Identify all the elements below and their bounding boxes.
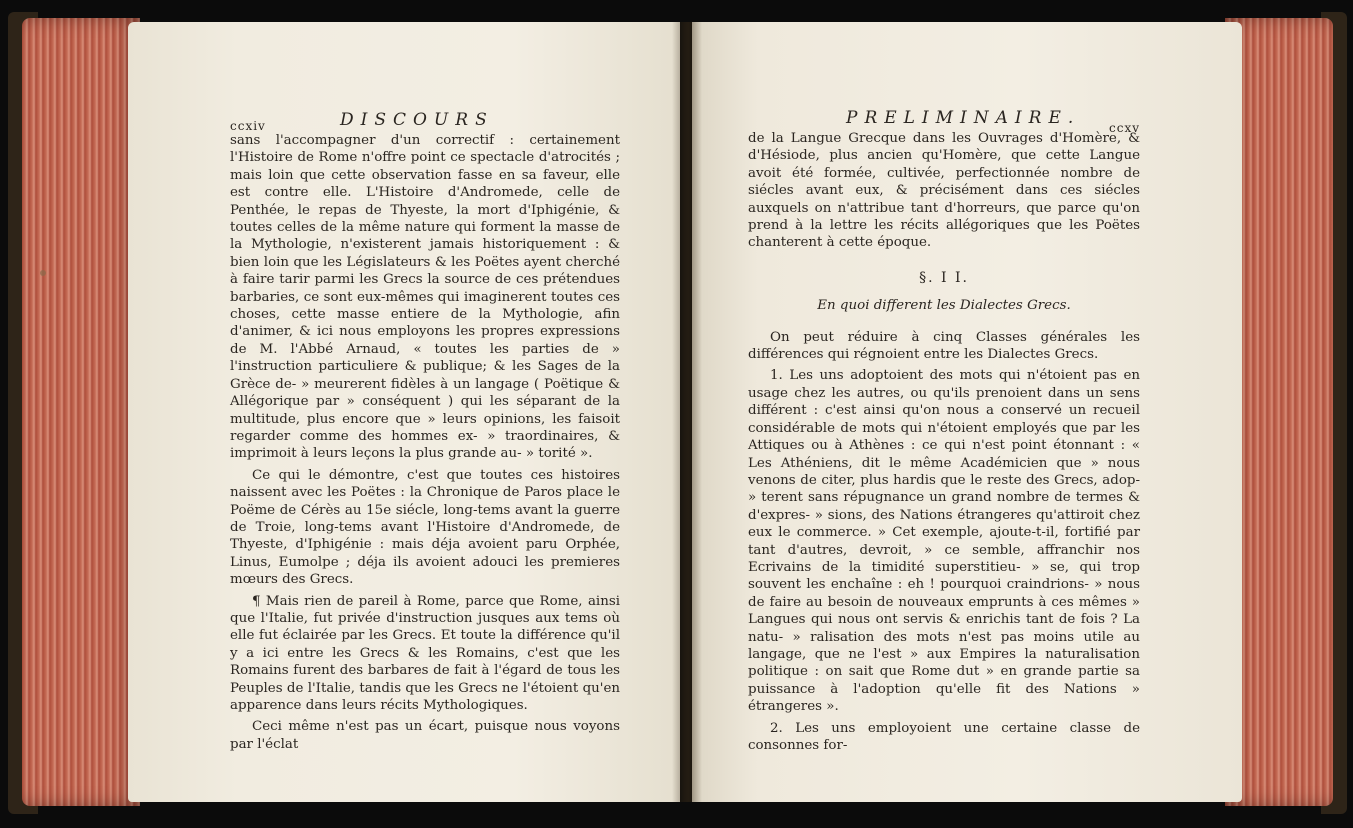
paragraph: 2. Les uns employoient une certaine classe de consonnes for- — [748, 720, 1140, 753]
left-page-header — [230, 110, 620, 136]
paragraph: On peut réduire à cinq Classes générales les différences qui régnoient entre les Dialectes Grecs. — [748, 329, 1140, 363]
paragraph: ¶ Mais rien de pareil à Rome, parce que Rome, ainsi que l'Italie, fut privée d'instruction jusques aux tems où elle fut éclairée par les Grecs. Et toute la différence qu'il y a ici entre les Grecs & les Romains, c'est que les Romains furent des barbares de fait à l'égard de tous les Peuples de l'Italie, tandis que les Grecs ne l'étoient qu'en apparence dans leurs récits Mythologiques. — [230, 593, 620, 713]
right-page — [692, 22, 1242, 802]
section-title: §. I I. — [919, 269, 969, 286]
right-page-header — [748, 108, 1140, 135]
running-head: PRELIMINAIRE. — [846, 108, 1081, 128]
page-number: ccxv — [1109, 121, 1140, 135]
paragraph: de la Langue Grecque dans les Ouvrages d'Homère, & d'Hésiode, plus ancien qu'Homère, que cette Langue avoit été formée, cultivée, perfectionnée nombre de siécles avant eux, & précisément dans ces siécles auxquels on n'attribue tant d'horreurs, que parce qu'on prend à la lettre les récits allégoriques que les Poëtes chanterent à cette époque. — [748, 131, 1140, 251]
paper-stain — [40, 270, 46, 276]
paragraph: 1. Les uns adoptoient des mots qui n'étoient pas en usage chez les autres, ou qu'ils prenoient dans un sens différent : c'est ainsi qu'on nous a conservé un recueil considérable de mots qui n'étoient employés que par les Attiques ou à Athènes : ce qui n'est point étonnant : « Les Athéniens, dit le même Académicien que » nous venons de citer, plus hardis que le reste des Grecs, adop- » terent sans répugnance un grand nombre de termes & d'expres- » sions, des Nations étrangeres qu'attiroit chez eux le commerce. » Cet exemple, ajoute-t-il, fortifié par tant d'autres, devroit, » ce semble, affranchir nos Ecrivains de la timidité superstitieu- » se, qui trop souvent les enchaîne : eh ! pourquoi craindrions- » nous de faire au besoin de nouveaux emprunts à ces mêmes » Langues qui nous ont servis & enrichis tant de fois ? La natu- » ralisation des mots n'est pas moins utile au langage, que ne l'est » aux Empires la naturalisation politique : on sait que Rome dut » en grande partie sa puissance à l'adoption qu'elle fit des Nations » étrangeres ». — [748, 368, 1140, 715]
paragraph: Ceci même n'est pas un écart, puisque nous voyons par l'éclat — [230, 719, 620, 752]
running-head: DISCOURS — [340, 110, 494, 130]
book-gutter — [672, 22, 702, 802]
paragraph: sans l'accompagner d'un correctif : certainement l'Histoire de Rome n'offre point ce spectacle d'atrocités ; mais loin que cette observation fasse en sa faveur, elle est contre elle. L'Histoire d'Andromede, celle de Penthée, le repas de Thyeste, la mort d'Iphigénie, & toutes celles de la même nature qui forment la masse de la Mythologie, n'existerent jamais historiquement : & bien loin que les Législateurs & les Poëtes ayent cherché à faire tarir parmi les Grecs la source de ces prétendues barbaries, ce sont eux-mêmes qui imaginerent toutes ces choses, cette masse entiere de la Mythologie, afin d'animer, & ici nous employons les propres expressions de M. l'Abbé Arnaud, « toutes les parties de » l'instruction particuliere & publique; & les Sages de la Grèce de- » meurerent fidèles à un langage ( Poëtique & Allégorique par » conséquent ) qui les séparant de la multitude, plus encore que » leurs opinions, les faisoit regarder comme des hommes ex- » traordinaires, & imprimoit à leurs leçons la plus grande au- » torité ». — [230, 133, 620, 462]
left-page-text — [230, 110, 620, 757]
page-number: ccxiv — [230, 119, 266, 133]
section-subtitle: En quoi different les Dialectes Grecs. — [817, 298, 1071, 314]
paragraph: Ce qui le démontre, c'est que toutes ces histoires naissent avec les Poëtes : la Chronique de Paros place le Poëme de Cérès au 15e siécle, long-tems avant la guerre de Troie, long-tems avant l'Histoire d'Andromede, de Thyeste, d'Iphigénie : mais déja avoient paru Orphée, Linus, Eumolpe ; déja ils avoient adouci les premieres mœurs des Grecs. — [230, 467, 620, 588]
left-page — [128, 22, 680, 802]
page-edges-left — [22, 18, 140, 806]
right-page-text — [748, 108, 1140, 758]
